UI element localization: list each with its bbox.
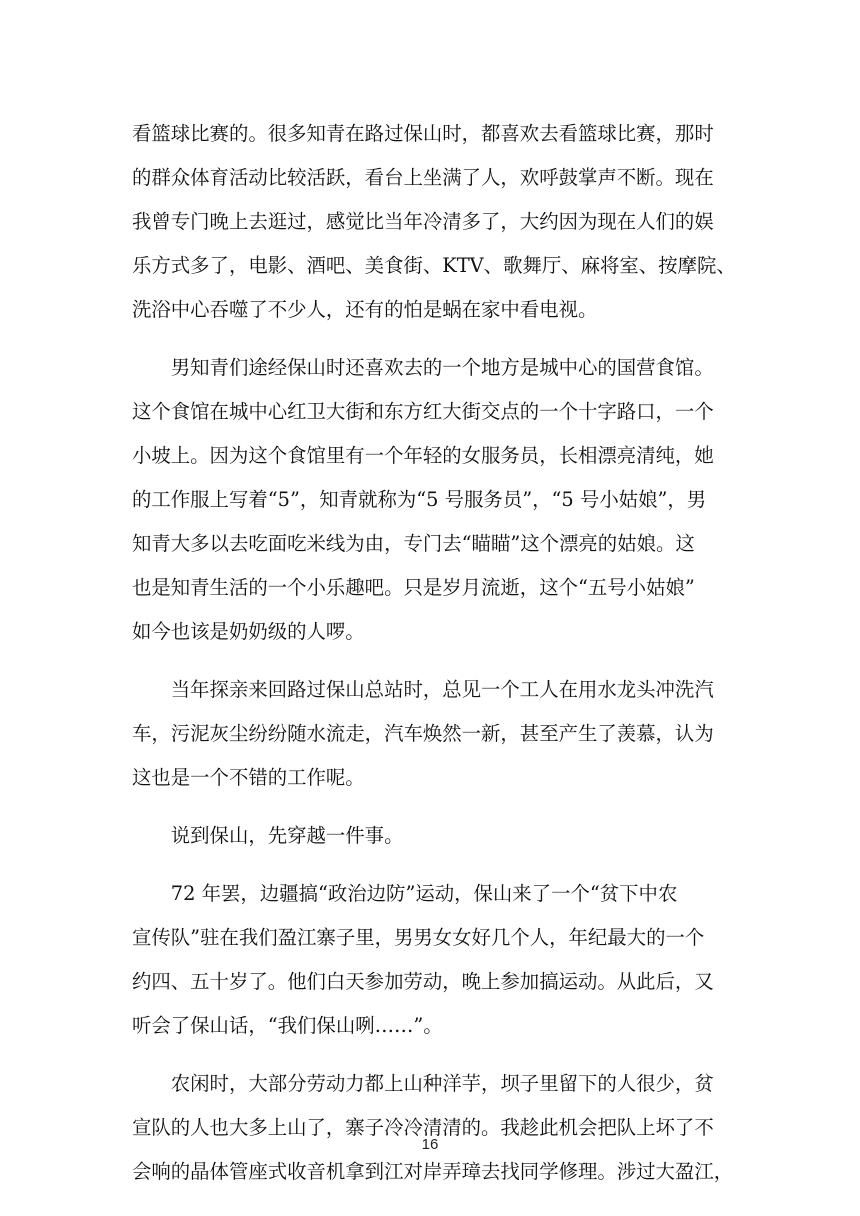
text-line: 宣队的人也大多上山了，寨子冷冷清清的。我趁此机会把队上坏了不 <box>132 1116 714 1139</box>
text-line: 我曾专门晚上去逛过，感觉比当年冷清多了，大约因为现在人们的娱 <box>132 210 714 233</box>
paragraph <box>132 1062 738 1194</box>
paragraph-gap <box>132 800 738 814</box>
text-line: 小坡上。因为这个食馆里有一个年轻的女服务员，长相漂亮清纯，她 <box>132 444 714 467</box>
paragraph-gap <box>132 654 738 668</box>
text-line: 的群众体育活动比较活跃，看台上坐满了人，欢呼鼓掌声不断。现在 <box>132 166 714 189</box>
text-line: 宣传队”驻在我们盈江寨子里，男男女女好几个人，年纪最大的一个 <box>132 926 705 949</box>
text-line: 的工作服上写着“5”，知青就称为“5 号服务员”，“5 号小姑娘”，男 <box>132 488 707 511</box>
text-line: 听会了保山话，“我们保山咧……”。 <box>132 1014 443 1037</box>
text-line: 说到保山，先穿越一件事。 <box>132 824 404 847</box>
text-line: 72 年罢，边疆搞“政治边防”运动，保山来了一个“贫下中农 <box>132 882 678 905</box>
text-line: 洗浴中心吞噬了不少人，还有的怕是蜗在家中看电视。 <box>132 298 598 321</box>
text-line: 也是知青生活的一个小乐趣吧。只是岁月流逝，这个“五号小姑娘” <box>132 576 695 599</box>
text-line: 农闲时，大部分劳动力都上山种洋芋，坝子里留下的人很少，贫 <box>132 1072 714 1095</box>
text-line: 看篮球比赛的。很多知青在路过保山时，都喜欢去看篮球比赛，那时 <box>132 122 714 145</box>
text-line: 男知青们途经保山时还喜欢去的一个地方是城中心的国营食馆。 <box>132 356 714 379</box>
text-line: 车，污泥灰尘纷纷随水流走，汽车焕然一新，甚至产生了羡慕，认为 <box>132 722 714 745</box>
text-line: 当年探亲来回路过保山总站时，总见一个工人在用水龙头冲洗汽 <box>132 678 714 701</box>
paragraph <box>132 346 738 654</box>
text-line: 知青大多以去吃面吃米线为由，专门去“瞄瞄”这个漂亮的姑娘。这 <box>132 532 695 555</box>
page-number: 16 <box>421 1136 439 1153</box>
text-line: 这个食馆在城中心红卫大街和东方红大街交点的一个十字路口，一个 <box>132 400 714 423</box>
text-line: 约四、五十岁了。他们白天参加劳动，晚上参加搞运动。从此后，又 <box>132 970 714 993</box>
text-line: 会响的晶体管座式收音机拿到江对岸弄璋去找同学修理。涉过大盈江， <box>132 1160 734 1183</box>
paragraph <box>132 112 738 332</box>
text-line: 如今也该是奶奶级的人啰。 <box>132 620 365 643</box>
paragraph <box>132 872 738 1048</box>
text-line: 乐方式多了，电影、酒吧、美食街、KTV、歌舞厅、麻将室、按摩院、 <box>132 254 736 277</box>
text-line: 这也是一个不错的工作呢。 <box>132 766 365 789</box>
paragraph-gap <box>132 332 738 346</box>
paragraph-gap <box>132 1048 738 1062</box>
body-text <box>132 112 738 1194</box>
paragraph <box>132 668 738 800</box>
paragraph-gap <box>132 858 738 872</box>
paragraph <box>132 814 738 858</box>
